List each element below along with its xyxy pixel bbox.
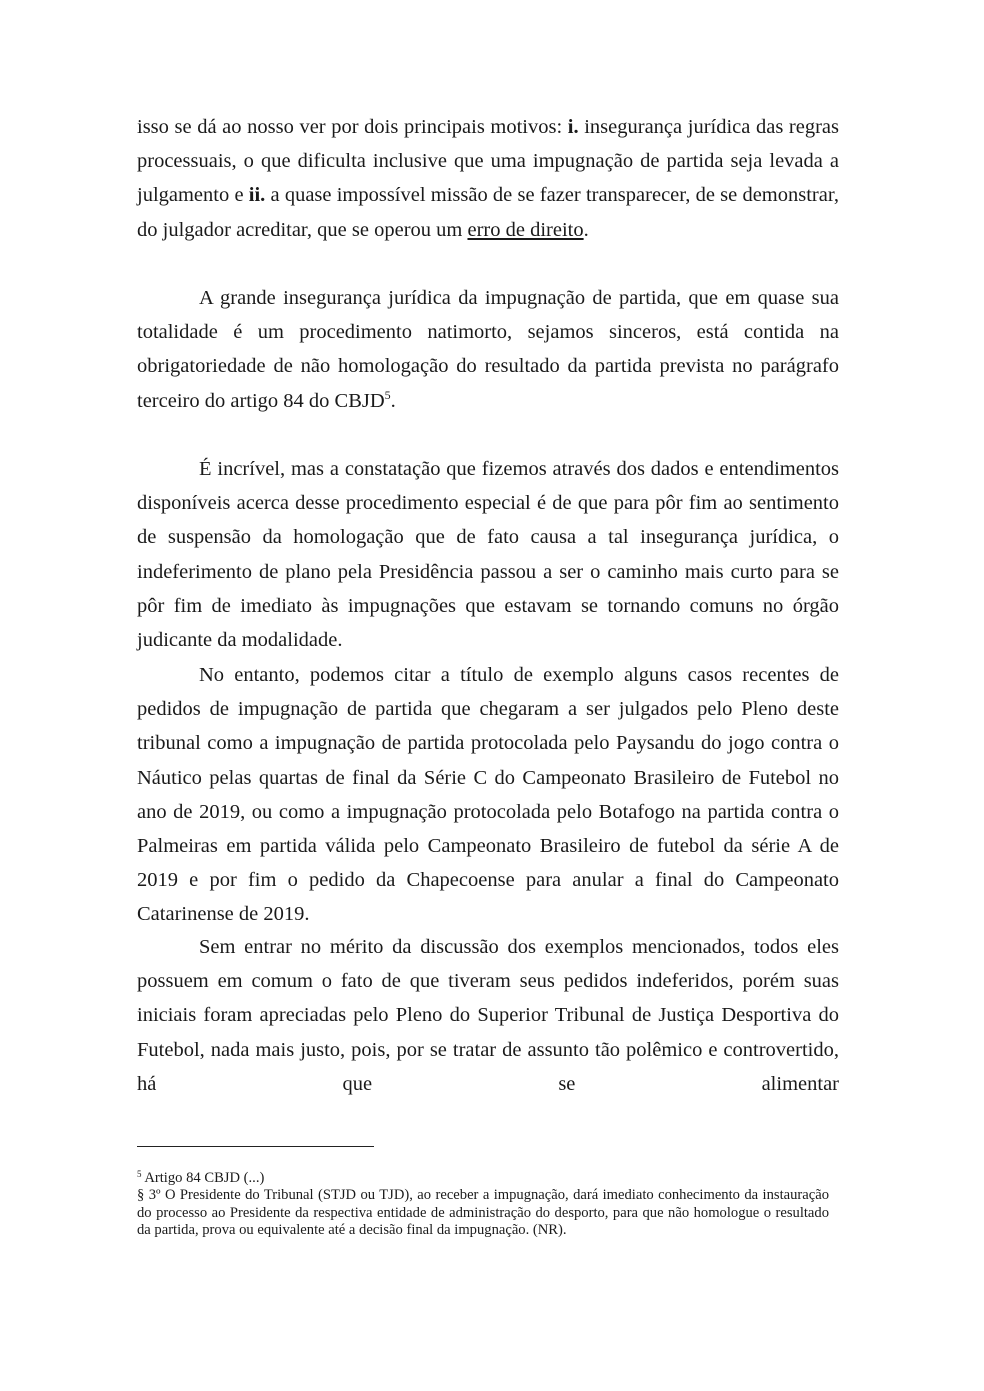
underlined-phrase: erro de direito	[467, 218, 584, 241]
footnote-number: 5	[137, 1169, 142, 1179]
footnote	[137, 1170, 829, 1240]
paragraph-1: isso se dá ao nosso ver por dois principais motivos: i. insegurança jurídica das regras processuais, o que dificulta inclusive que uma impugnação de partida seja levada a julgamento e ii. a quase impossível missão de se fazer transparecer, de se demonstrar, do julgador acreditar, que se operou um erro de direito.	[137, 116, 839, 241]
footnote-divider	[137, 1146, 374, 1147]
footnote-reference: 5	[384, 387, 391, 402]
footnote-text: § 3º O Presidente do Tribunal (STJD ou TJD), ao receber a impugnação, dará imediato conhecimento da instauração do processo ao Presidente da respectiva entidade de administração do desporto, para que não homologue o resultado da partida, prova ou equivalente até a decisão final da impugnação. (NR).	[137, 1187, 829, 1239]
bold-marker-i: i.	[567, 116, 579, 138]
paragraph-5: Sem entrar no mérito da discussão dos exemplos mencionados, todos eles possuem em comum o fato de que tiveram seus pedidos indeferidos, porém suas iniciais foram apreciadas pelo Pleno do Superior Tribunal de Justiça Desportiva do Futebol, nada mais justo, pois, por se tratar de assunto tão polêmico e controvertido, há que se alimentar	[137, 936, 839, 1095]
bold-marker-ii: ii.	[248, 184, 266, 207]
footnote-title: $^5$ Artigo 84 CBJD (...)	[137, 1169, 265, 1186]
paragraph-3: É incrível, mas a constatação que fizemos através dos dados e entendimentos disponíveis acerca desse procedimento especial é de que para pôr fim ao sentimento de suspensão da homologação que de fato causa a tal insegurança jurídica, o indeferimento de plano pela Presidência passou a ser o caminho mais curto para se pôr fim de imediato às impugnações que estavam se tornando comuns no órgão judicante da modalidade.	[137, 458, 839, 652]
paragraph-2: A grande insegurança jurídica da impugnação de partida, que em quase sua totalidade é um procedimento natimorto, sejamos sinceros, está contida na obrigatoriedade de não homologação do resultado da partida prevista no parágrafo terceiro do artigo 84 do CBJD$^5$.	[137, 287, 839, 412]
paragraph-4: No entanto, podemos citar a título de exemplo alguns casos recentes de pedidos de impugnação de partida que chegaram a ser julgados pelo Pleno deste tribunal como a impugnação de partida protocolada pelo Paysandu do jogo contra o Náutico pelas quartas de final da Série C do Campeonato Brasileiro de Futebol no ano de 2019, ou como a impugnação protocolada pelo Botafogo na partida contra o Palmeiras em partida válida pelo Campeonato Brasileiro de futebol da série A de 2019 e por fim o pedido da Chapecoense para anular a final do Campeonato Catarinense de 2019.	[137, 664, 839, 926]
